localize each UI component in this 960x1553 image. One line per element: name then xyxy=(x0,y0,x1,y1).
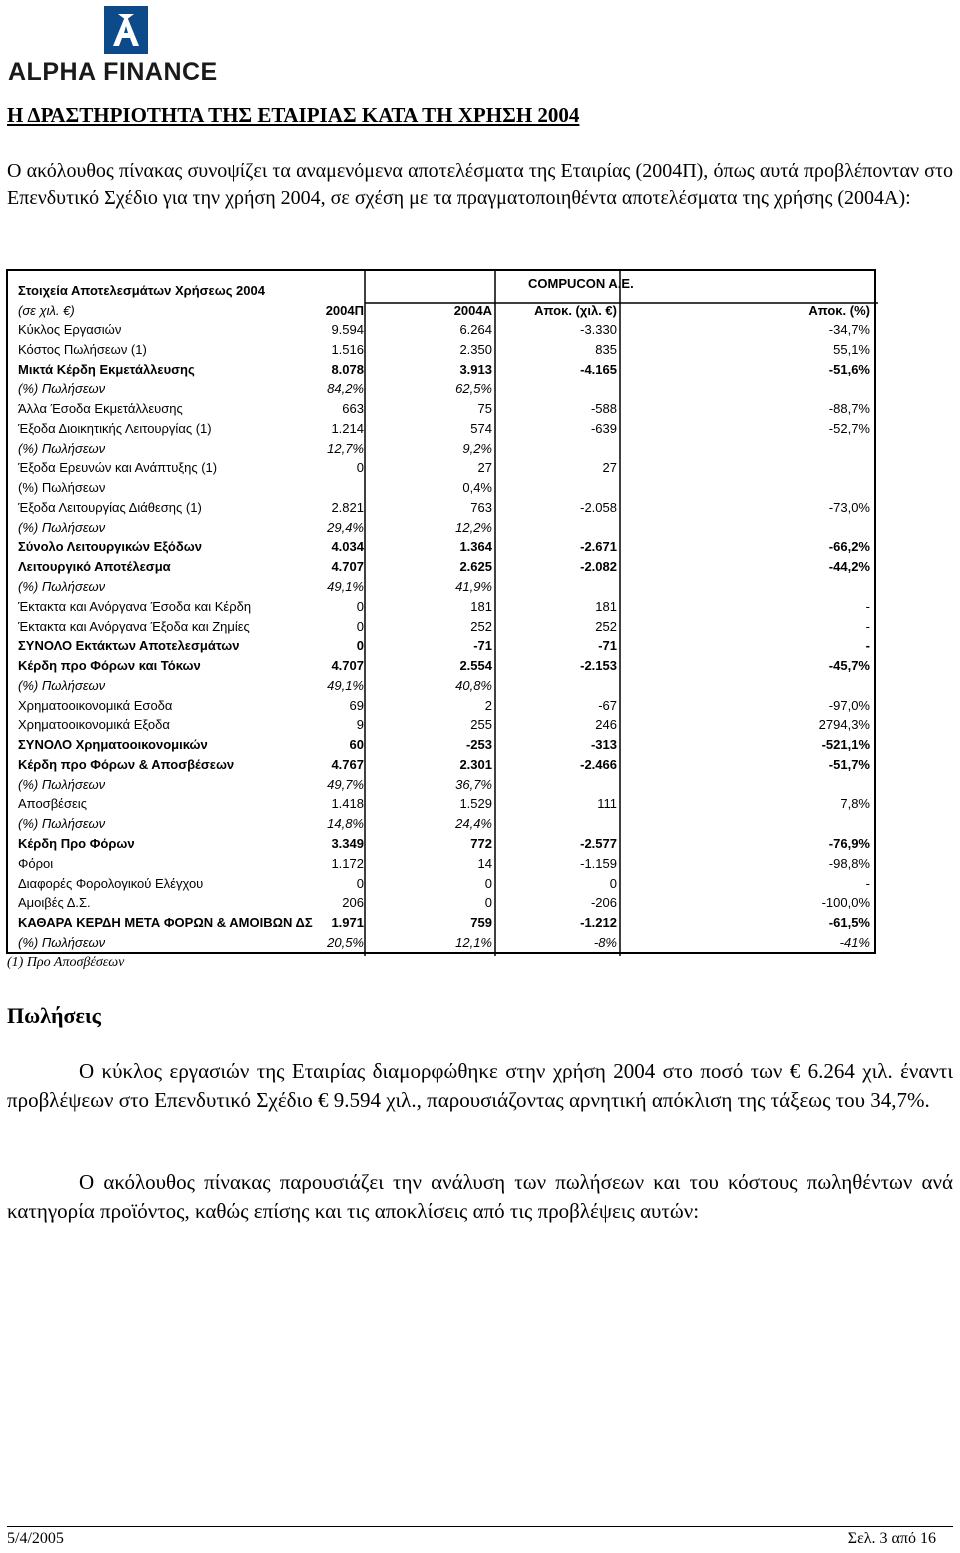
table-cell: -206 xyxy=(590,895,617,911)
table-cell: -8% xyxy=(593,934,617,950)
table-cell: 1.364 xyxy=(459,539,492,555)
table-cell: -3.330 xyxy=(580,322,617,337)
table-row-label: (%) Πωλήσεων xyxy=(18,381,106,397)
table-row-label: Άλλα Έσοδα Εκμετάλλευσης xyxy=(18,401,183,417)
table-cell: -1.212 xyxy=(580,915,617,931)
table-cell: -253 xyxy=(465,737,492,753)
table-cell: 12,7% xyxy=(327,440,364,456)
table-cell: -97,0% xyxy=(828,697,870,713)
table-cell: 84,2% xyxy=(327,381,364,397)
table-cell: 246 xyxy=(595,717,617,733)
table-row-label: Έξοδα Διοικητικής Λειτουργίας (1) xyxy=(18,420,212,436)
table-cell: -2.577 xyxy=(580,836,617,852)
table-cell: 255 xyxy=(470,717,492,733)
table-row-label: Διαφορές Φορολογικού Ελέγχου xyxy=(18,875,204,891)
table-cell: 49,1% xyxy=(327,579,364,594)
table-cell: 40,8% xyxy=(455,677,492,693)
table-cell: 1.418 xyxy=(331,796,364,812)
table-row-label: (%) Πωλήσεων xyxy=(18,677,106,693)
table-cell: 14,8% xyxy=(327,816,364,832)
table-caption: Στοιχεία Αποτελεσμάτων Χρήσεως 2004 xyxy=(18,283,265,298)
company-logo xyxy=(8,6,248,86)
table-cell: -588 xyxy=(590,401,617,417)
table-cell: -2.153 xyxy=(580,658,617,674)
table-row-label: Κόστος Πωλήσεων (1) xyxy=(18,341,147,357)
table-row-label: Κέρδη Προ Φόρων xyxy=(18,836,135,852)
table-row-label: Έκτακτα και Ανόργανα Έξοδα και Ζημίες xyxy=(18,618,250,634)
table-footnote: (1) Προ Αποσβέσεων xyxy=(7,955,125,970)
table-cell: 27 xyxy=(477,460,492,476)
table-units: (σε χιλ. €) xyxy=(18,303,75,318)
table-cell: -67 xyxy=(598,697,617,713)
sales-paragraph-2: Ο ακόλουθος πίνακας παρουσιάζει την ανάλυση των πωλήσεων και του κόστους πωληθέντων ανά κατηγορία προϊόντος, καθώς επίσης και τις αποκλίσεις από τις προβλέψεις αυτών: xyxy=(7,1170,953,1223)
table-row-label: (%) Πωλήσεων xyxy=(18,934,106,950)
footer-page-number: Σελ. 3 από 16 xyxy=(847,1530,936,1547)
table-row-label: (%) Πωλήσεων xyxy=(18,776,106,792)
table-cell: -71 xyxy=(598,638,617,654)
table-cell: 181 xyxy=(470,598,492,614)
table-cell: -61,5% xyxy=(828,915,870,931)
company-header: COMPUCON A.E. xyxy=(528,276,634,291)
table-cell: 2.625 xyxy=(459,559,492,575)
table-cell: 1.172 xyxy=(331,855,364,871)
table-cell: -34,7% xyxy=(828,322,870,337)
table-row-label: Χρηματοοικονομικά Εξοδα xyxy=(18,717,170,733)
table-row-label: (%) Πωλήσεων xyxy=(18,816,106,832)
table-cell: -98,8% xyxy=(828,855,870,871)
table-row-label: (%) Πωλήσεων xyxy=(18,579,106,594)
table-cell: 8.078 xyxy=(331,361,364,377)
table-cell: 0 xyxy=(356,875,364,891)
table-cell: 0 xyxy=(484,895,492,911)
table-cell: 27 xyxy=(602,460,617,476)
table-cell: -51,6% xyxy=(828,361,870,377)
table-cell: 36,7% xyxy=(455,776,492,792)
table-cell: 2 xyxy=(484,697,492,713)
table-row-label: Λειτουργικό Αποτέλεσμα xyxy=(18,559,171,575)
table-row-label: Έξοδα Λειτουργίας Διάθεσης (1) xyxy=(18,499,202,515)
table-row-label: Αμοιβές Δ.Σ. xyxy=(18,895,91,911)
table-cell: -2.082 xyxy=(580,559,617,575)
table-cell: -51,7% xyxy=(828,756,870,772)
table-row-label: Κέρδη προ Φόρων & Αποσβέσεων xyxy=(18,756,235,772)
table-row-label: Σύνολο Λειτουργικών Εξόδων xyxy=(18,539,202,555)
table-cell: -45,7% xyxy=(828,658,870,674)
table-cell: 0 xyxy=(609,875,617,891)
table-cell: 9 xyxy=(356,717,364,733)
table-cell: 20,5% xyxy=(327,934,364,950)
table-cell: 3.349 xyxy=(331,836,364,852)
table-row-label: ΚΑΘΑΡΑ ΚΕΡΔΗ ΜΕΤΑ ΦΟΡΩΝ & ΑΜΟΙΒΩΝ ΔΣ xyxy=(18,915,313,931)
table-row-label: (%) Πωλήσεων xyxy=(18,480,106,496)
table-row-label: Αποσβέσεις xyxy=(18,796,87,812)
table-cell: 0,4% xyxy=(462,480,492,496)
table-cell: 1.516 xyxy=(331,341,364,357)
table-cell: 663 xyxy=(342,401,364,417)
table-cell: 4.767 xyxy=(331,756,364,772)
table-cell: 0 xyxy=(356,618,364,634)
table-cell: 206 xyxy=(342,895,364,911)
table-cell: -73,0% xyxy=(828,499,870,515)
table-row-label: (%) Πωλήσεων xyxy=(18,519,106,535)
table-cell: 2.301 xyxy=(459,756,492,772)
table-cell: 12,2% xyxy=(455,519,492,535)
table-row-label: Μικτά Κέρδη Εκμετάλλευσης xyxy=(18,361,195,377)
table-row-label: Χρηματοοικονομικά Εσοδα xyxy=(18,697,173,713)
table-cell: 252 xyxy=(470,618,492,634)
table-row-label: Κύκλος Εργασιών xyxy=(18,322,122,337)
table-cell: 763 xyxy=(470,499,492,515)
table-cell: 1.971 xyxy=(331,915,364,931)
table-cell: -66,2% xyxy=(828,539,870,555)
table-cell: 75 xyxy=(477,401,492,417)
table-cell: - xyxy=(865,618,870,634)
table-cell: 759 xyxy=(470,915,492,931)
table-cell: -521,1% xyxy=(821,737,870,753)
table-cell: 9,2% xyxy=(462,440,492,456)
table-cell: -2.058 xyxy=(580,499,617,515)
table-cell: 0 xyxy=(484,875,492,891)
table-cell: -41% xyxy=(839,934,870,950)
table-cell: 2.821 xyxy=(331,499,364,515)
section-heading-sales: Πωλήσεις xyxy=(7,1003,101,1028)
table-cell: -88,7% xyxy=(828,401,870,417)
table-cell: 574 xyxy=(470,420,492,436)
footer-date: 5/4/2005 xyxy=(7,1530,64,1547)
table-cell: 49,1% xyxy=(327,677,364,693)
table-cell: -2.671 xyxy=(580,539,617,555)
table-cell: 772 xyxy=(470,836,492,852)
table-cell: 62,5% xyxy=(455,381,492,397)
table-cell: 55,1% xyxy=(833,341,870,357)
table-row-label: Κέρδη προ Φόρων και Τόκων xyxy=(18,658,201,674)
table-cell: 835 xyxy=(595,341,617,357)
table-row-label: ΣΥΝΟΛΟ Χρηματοοικονομικών xyxy=(18,737,208,753)
table-cell: -76,9% xyxy=(828,836,870,852)
page-title: Η ΔΡΑΣΤΗΡΙΟΤΗΤΑ ΤΗΣ ΕΤΑΙΡΙΑΣ ΚΑΤΑ ΤΗ ΧΡΗΣΗ 2004 xyxy=(7,103,580,127)
table-cell: 2.350 xyxy=(459,341,492,357)
table-cell: 0 xyxy=(356,460,364,476)
table-cell: 3.913 xyxy=(459,361,492,377)
table-cell: 6.264 xyxy=(459,322,492,337)
table-cell: 1.529 xyxy=(459,796,492,812)
table-cell: 111 xyxy=(597,796,617,812)
table-cell: 0 xyxy=(356,638,364,654)
results-table xyxy=(6,269,876,954)
table-cell: -4.165 xyxy=(580,361,617,377)
table-cell: 60 xyxy=(349,737,364,753)
table-cell: 4.034 xyxy=(331,539,364,555)
table-cell: 12,1% xyxy=(455,934,492,950)
table-cell: 252 xyxy=(595,618,617,634)
table-cell: 2794,3% xyxy=(818,717,870,733)
table-cell: 24,4% xyxy=(455,816,492,832)
footer-divider xyxy=(7,1526,953,1527)
intro-paragraph: Ο ακόλουθος πίνακας συνοψίζει τα αναμενόμενα αποτελέσματα της Εταιρίας (2004Π), όπως αυτά προβλέπονταν στο Επενδυτικό Σχέδιο για την χρήση 2004, σε σχέση με τα πραγματοποιηθέντα αποτελέσματα της χρήσης (2004Α): xyxy=(7,160,953,209)
table-cell: 7,8% xyxy=(840,796,870,812)
alpha-logo-icon xyxy=(96,6,156,56)
sales-paragraph-1: Ο κύκλος εργασιών της Εταιρίας διαμορφώθηκε στην χρήση 2004 στο ποσό των € 6.264 χιλ. έναντι προβλέψεων στο Επενδυτικό Σχέδιο € 9.594 χιλ., παρουσιάζοντας αρνητική απόκλιση της τάξεως του 34,7%. xyxy=(7,1059,953,1112)
table-row-label: Φόροι xyxy=(18,855,54,871)
table-cell: 41,9% xyxy=(455,579,492,594)
table-cell: -313 xyxy=(590,737,617,753)
table-cell: - xyxy=(865,875,870,891)
table-cell: -100,0% xyxy=(821,895,870,911)
table-cell: -639 xyxy=(590,420,617,436)
table-cell: 1.214 xyxy=(331,420,364,436)
column-header: 2004Π xyxy=(325,303,364,318)
column-header: 2004Α xyxy=(453,303,492,318)
table-cell: -44,2% xyxy=(828,559,870,575)
table-cell: 2.554 xyxy=(459,658,492,674)
table-row-label: Έκτακτα και Ανόργανα Έσοδα και Κέρδη xyxy=(18,598,252,614)
table-cell: 49,7% xyxy=(327,776,364,792)
table-cell: -52,7% xyxy=(828,420,870,436)
table-row-label: ΣΥΝΟΛΟ Εκτάκτων Αποτελεσμάτων xyxy=(18,638,240,654)
table-cell: -1.159 xyxy=(580,855,617,871)
table-cell: 181 xyxy=(595,598,617,614)
table-cell: -2.466 xyxy=(580,756,617,772)
table-cell: - xyxy=(865,598,870,614)
table-cell: - xyxy=(865,638,870,654)
table-cell: -71 xyxy=(473,638,492,654)
table-cell: 69 xyxy=(349,697,364,713)
table-row-label: Έξοδα Ερευνών και Ανάπτυξης (1) xyxy=(18,460,218,476)
column-header: Αποκ. (%) xyxy=(808,303,870,318)
table-cell: 4.707 xyxy=(331,658,364,674)
table-row-label: (%) Πωλήσεων xyxy=(18,440,106,456)
table-cell: 0 xyxy=(356,598,364,614)
column-header: Αποκ. (χιλ. €) xyxy=(534,303,617,318)
table-cell: 29,4% xyxy=(327,519,364,535)
table-cell: 14 xyxy=(477,855,492,871)
table-cell: 4.707 xyxy=(331,559,364,575)
table-cell: 9.594 xyxy=(331,322,364,337)
logo-text: ALPHA FINANCE xyxy=(8,58,218,86)
